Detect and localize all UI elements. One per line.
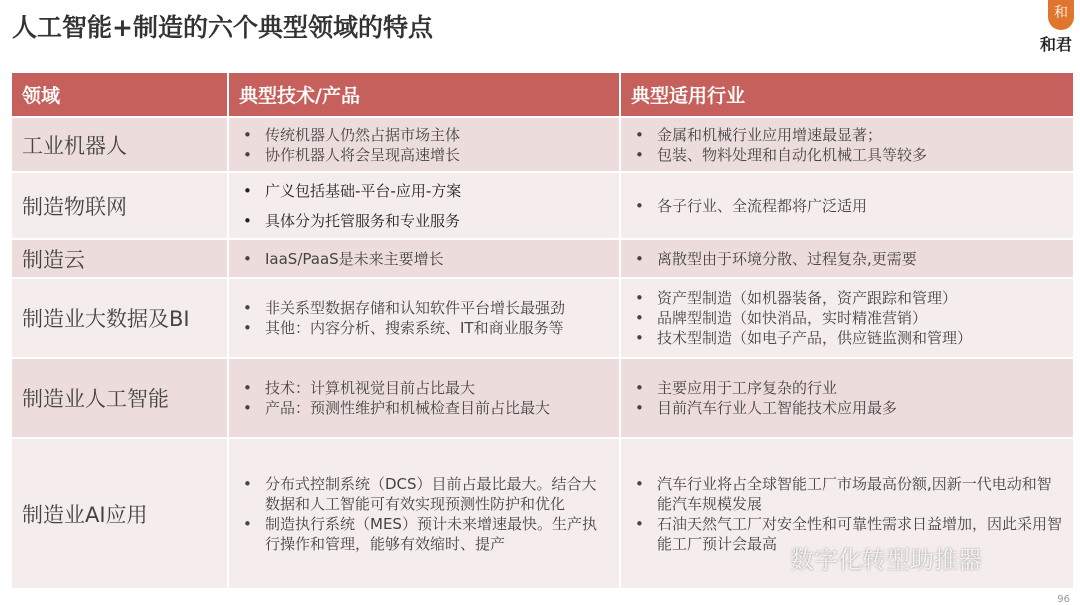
domain-cell: 工业机器人 xyxy=(12,117,228,172)
industry-cell xyxy=(620,117,1074,172)
industry-list xyxy=(631,125,1063,165)
logo xyxy=(1040,0,1080,56)
industry-cell xyxy=(620,278,1074,358)
industry-list xyxy=(631,378,1063,418)
table-row xyxy=(12,239,1074,278)
header-industry: 典型适用行业 xyxy=(620,73,1074,117)
list-item: • 非关系型数据存储和认知软件平台增长最强劲 xyxy=(239,298,609,318)
page-title: 人工智能+制造的六个典型领域的特点 xyxy=(12,13,433,42)
tech-cell xyxy=(228,117,620,172)
tech-cell xyxy=(228,358,620,438)
tech-cell xyxy=(228,438,620,588)
industry-cell xyxy=(620,358,1074,438)
table-row xyxy=(12,117,1074,172)
list-item: • 金属和机械行业应用增速最显著； xyxy=(631,125,1063,145)
logo-seal: 和 xyxy=(1048,0,1074,30)
table-header xyxy=(12,73,1074,117)
industry-list xyxy=(631,249,1063,269)
tech-list xyxy=(239,249,609,269)
watermark: 数字化转型助推器 xyxy=(790,546,982,574)
domain-cell: 制造业AI应用 xyxy=(12,438,228,588)
list-item: • 包装、物料处理和自动化机械工具等较多 xyxy=(631,145,1063,165)
list-item: • IaaS/PaaS是未来主要增长 xyxy=(239,249,609,269)
list-item: • 技术：计算机视觉目前占比最大 xyxy=(239,378,609,398)
list-item: • 品牌型制造（如快消品，实时精准营销） xyxy=(631,308,1063,328)
list-item: • 技术型制造（如电子产品，供应链监测和管理） xyxy=(631,328,1063,348)
list-item: • 协作机器人将会呈现高速增长 xyxy=(239,145,609,165)
table-row xyxy=(12,172,1074,239)
tech-cell xyxy=(228,172,620,239)
industry-cell xyxy=(620,172,1074,239)
tech-cell xyxy=(228,278,620,358)
tech-list xyxy=(239,176,609,236)
domain-cell: 制造业大数据及BI xyxy=(12,278,228,358)
table-row xyxy=(12,278,1074,358)
list-item: • 其他：内容分析、搜索系统、IT和商业服务等 xyxy=(239,318,609,338)
tech-cell xyxy=(228,239,620,278)
list-item: • 目前汽车行业人工智能技术应用最多 xyxy=(631,398,1063,418)
table-row xyxy=(12,358,1074,438)
domain-cell: 制造云 xyxy=(12,239,228,278)
domain-cell: 制造物联网 xyxy=(12,172,228,239)
page-number: 96 xyxy=(1057,594,1070,605)
list-item: • 制造执行系统（MES）预计未来增速最快。生产执行操作和管理，能够有效缩时、提产 xyxy=(239,514,609,554)
header-domain: 领域 xyxy=(12,73,228,117)
list-item: • 离散型由于环境分散、过程复杂,更需要 xyxy=(631,249,1063,269)
list-item: • 分布式控制系统（DCS）目前占最比最大。结合大数据和人工智能可有效实现预测性防护和优化 xyxy=(239,474,609,514)
list-item: • 广义包括基础-平台-应用-方案 xyxy=(239,176,609,206)
tech-list xyxy=(239,298,609,338)
tech-list xyxy=(239,474,609,554)
list-item: • 具体分为托管服务和专业服务 xyxy=(239,206,609,236)
list-item: • 各子行业、全流程都将广泛适用 xyxy=(631,196,1063,216)
tech-list xyxy=(239,125,609,165)
industry-list xyxy=(631,288,1063,348)
list-item: • 石油天然气工厂对安全性和可靠性需求日益增加，因此采用智能工厂预计会最高 xyxy=(631,514,1063,554)
logo-text: 和君 xyxy=(1040,35,1073,54)
list-item: • 主要应用于工序复杂的行业 xyxy=(631,378,1063,398)
list-item: • 传统机器人仍然占据市场主体 xyxy=(239,125,609,145)
industry-cell xyxy=(620,239,1074,278)
domain-cell: 制造业人工智能 xyxy=(12,358,228,438)
list-item: • 汽车行业将占全球智能工厂市场最高份额,因新一代电动和智能汽车规模发展 xyxy=(631,474,1063,514)
domains-table xyxy=(12,73,1075,588)
industry-list xyxy=(631,196,1063,216)
list-item: • 产品：预测性维护和机械检查目前占比最大 xyxy=(239,398,609,418)
tech-list xyxy=(239,378,609,418)
header-tech: 典型技术/产品 xyxy=(228,73,620,117)
list-item: • 资产型制造（如机器装备，资产跟踪和管理） xyxy=(631,288,1063,308)
